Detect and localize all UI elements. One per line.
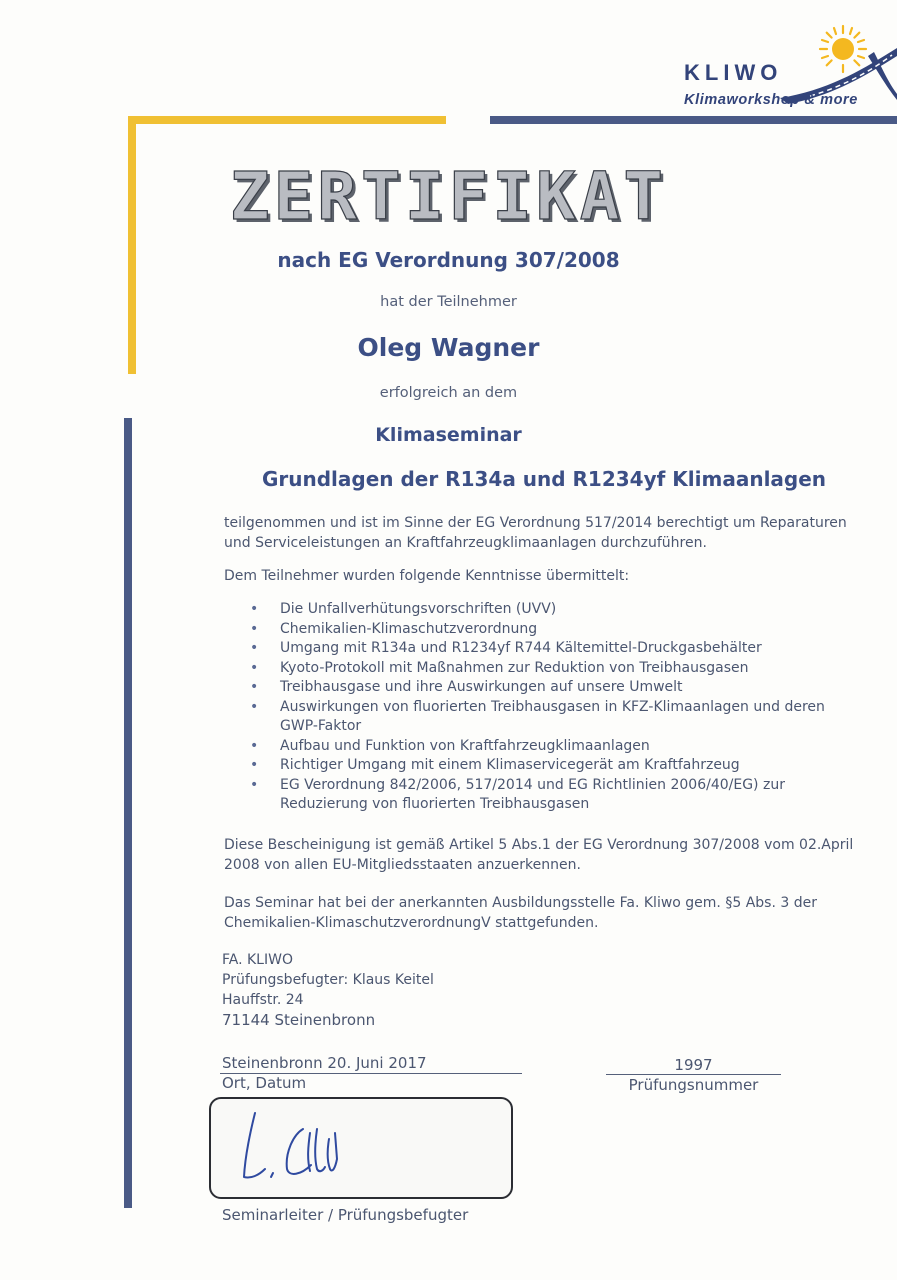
bullet-icon: • <box>250 640 259 656</box>
list-item <box>250 659 850 679</box>
frame-bar-yellow-horizontal <box>128 116 446 124</box>
issuer-street: Hauffstr. 24 <box>222 992 304 1008</box>
sun-icon <box>818 24 868 74</box>
participant-name: Oleg Wagner <box>357 333 540 362</box>
issuer-address <box>222 950 434 1030</box>
knowledge-intro: Dem Teilnehmer wurden folgende Kenntnisse übermittelt: <box>224 568 630 584</box>
kliwo-logo <box>660 20 897 120</box>
knowledge-list <box>250 600 850 815</box>
signature-caption: Seminarleiter / Prüfungsbefugter <box>222 1206 469 1224</box>
list-item-text: EG Verordnung 842/2006, 517/2014 und EG Richtlinien 2006/40/EG) zur Reduzierung von fluorierten Treibhausgasen <box>280 776 785 812</box>
bullet-icon: • <box>250 757 259 773</box>
list-item-text: Kyoto-Protokoll mit Maßnahmen zur Reduktion von Treibhausgasen <box>280 659 749 676</box>
recognition-paragraph: Diese Bescheinigung ist gemäß Artikel 5 Abs.1 der EG Verordnung 307/2008 vom 02.April 2008 von allen EU-Mitgliedsstaaten anzuerkennen. <box>224 837 854 873</box>
list-item <box>250 756 850 776</box>
logo-tagline: Klimaworkshop & more <box>684 92 858 108</box>
bullet-icon: • <box>250 698 259 715</box>
exam-number-divider <box>606 1074 781 1075</box>
issuer-city: 71144 Steinenbronn <box>222 1011 376 1029</box>
list-item-text: Chemikalien-Klimaschutzverordnung <box>280 620 538 637</box>
list-item <box>250 737 850 757</box>
certificate-title-block <box>0 158 897 235</box>
issuer-company: FA. KLIWO <box>222 952 293 968</box>
list-item-text: Richtiger Umgang mit einem Klimaservicegerät am Kraftfahrzeug <box>280 757 740 773</box>
handwritten-signature <box>211 1099 511 1197</box>
list-item-text: Die Unfallverhütungsvorschriften (UVV) <box>280 601 557 617</box>
list-item <box>250 639 850 659</box>
success-text: erfolgreich an dem <box>379 385 518 401</box>
place-date-label: Ort, Datum <box>222 1074 307 1092</box>
list-item-text: Auswirkungen von fluorierten Treibhausgasen in KFZ-Klimaanlagen und deren GWP-Faktor <box>280 698 825 734</box>
regulation-heading: nach EG Verordnung 307/2008 <box>277 248 620 272</box>
participant-label: hat der Teilnehmer <box>380 294 517 310</box>
list-item <box>250 678 850 698</box>
issuer-examiner: Prüfungsbefugter: Klaus Keitel <box>222 972 434 988</box>
list-item <box>250 600 850 620</box>
list-item <box>250 698 850 737</box>
bullet-icon: • <box>250 620 259 637</box>
place-date-value: Steinenbronn 20. Juni 2017 <box>222 1054 427 1072</box>
list-item <box>250 776 850 815</box>
logo-name: KLIWO <box>684 60 783 85</box>
list-item <box>250 620 850 640</box>
exam-number-label: Prüfungsnummer <box>628 1076 759 1094</box>
signature-box <box>209 1097 513 1199</box>
bullet-icon: • <box>250 601 259 617</box>
list-item-text: Treibhausgase und ihre Auswirkungen auf unsere Umwelt <box>280 679 683 695</box>
bullet-icon: • <box>250 737 259 754</box>
bullet-icon: • <box>250 679 259 695</box>
bullet-icon: • <box>250 776 259 793</box>
list-item-text: Aufbau und Funktion von Kraftfahrzeugklimaanlagen <box>280 737 650 754</box>
frame-bar-blue-horizontal <box>490 116 897 124</box>
exam-number-value: 1997 <box>674 1056 713 1074</box>
authorization-paragraph: teilgenommen und ist im Sinne der EG Verordnung 517/2014 berechtigt um Reparaturen und Serviceleistungen an Kraftfahrzeugklimaanlagen durchzuführen. <box>224 515 847 551</box>
venue-paragraph: Das Seminar hat bei der anerkannten Ausbildungsstelle Fa. Kliwo gem. §5 Abs. 3 der Chemikalien-KlimaschutzverordnungV stattgefunden. <box>224 895 817 931</box>
frame-bar-blue-vertical <box>124 418 132 1208</box>
seminar-label: Klimaseminar <box>375 424 522 446</box>
bullet-icon: • <box>250 659 259 676</box>
course-title: Grundlagen der R134a und R1234yf Klimaanlagen <box>261 467 827 491</box>
list-item-text: Umgang mit R134a und R1234yf R744 Kältemittel-Druckgasbehälter <box>280 640 762 656</box>
certificate-title: ZERTIFIKAT <box>229 158 668 235</box>
